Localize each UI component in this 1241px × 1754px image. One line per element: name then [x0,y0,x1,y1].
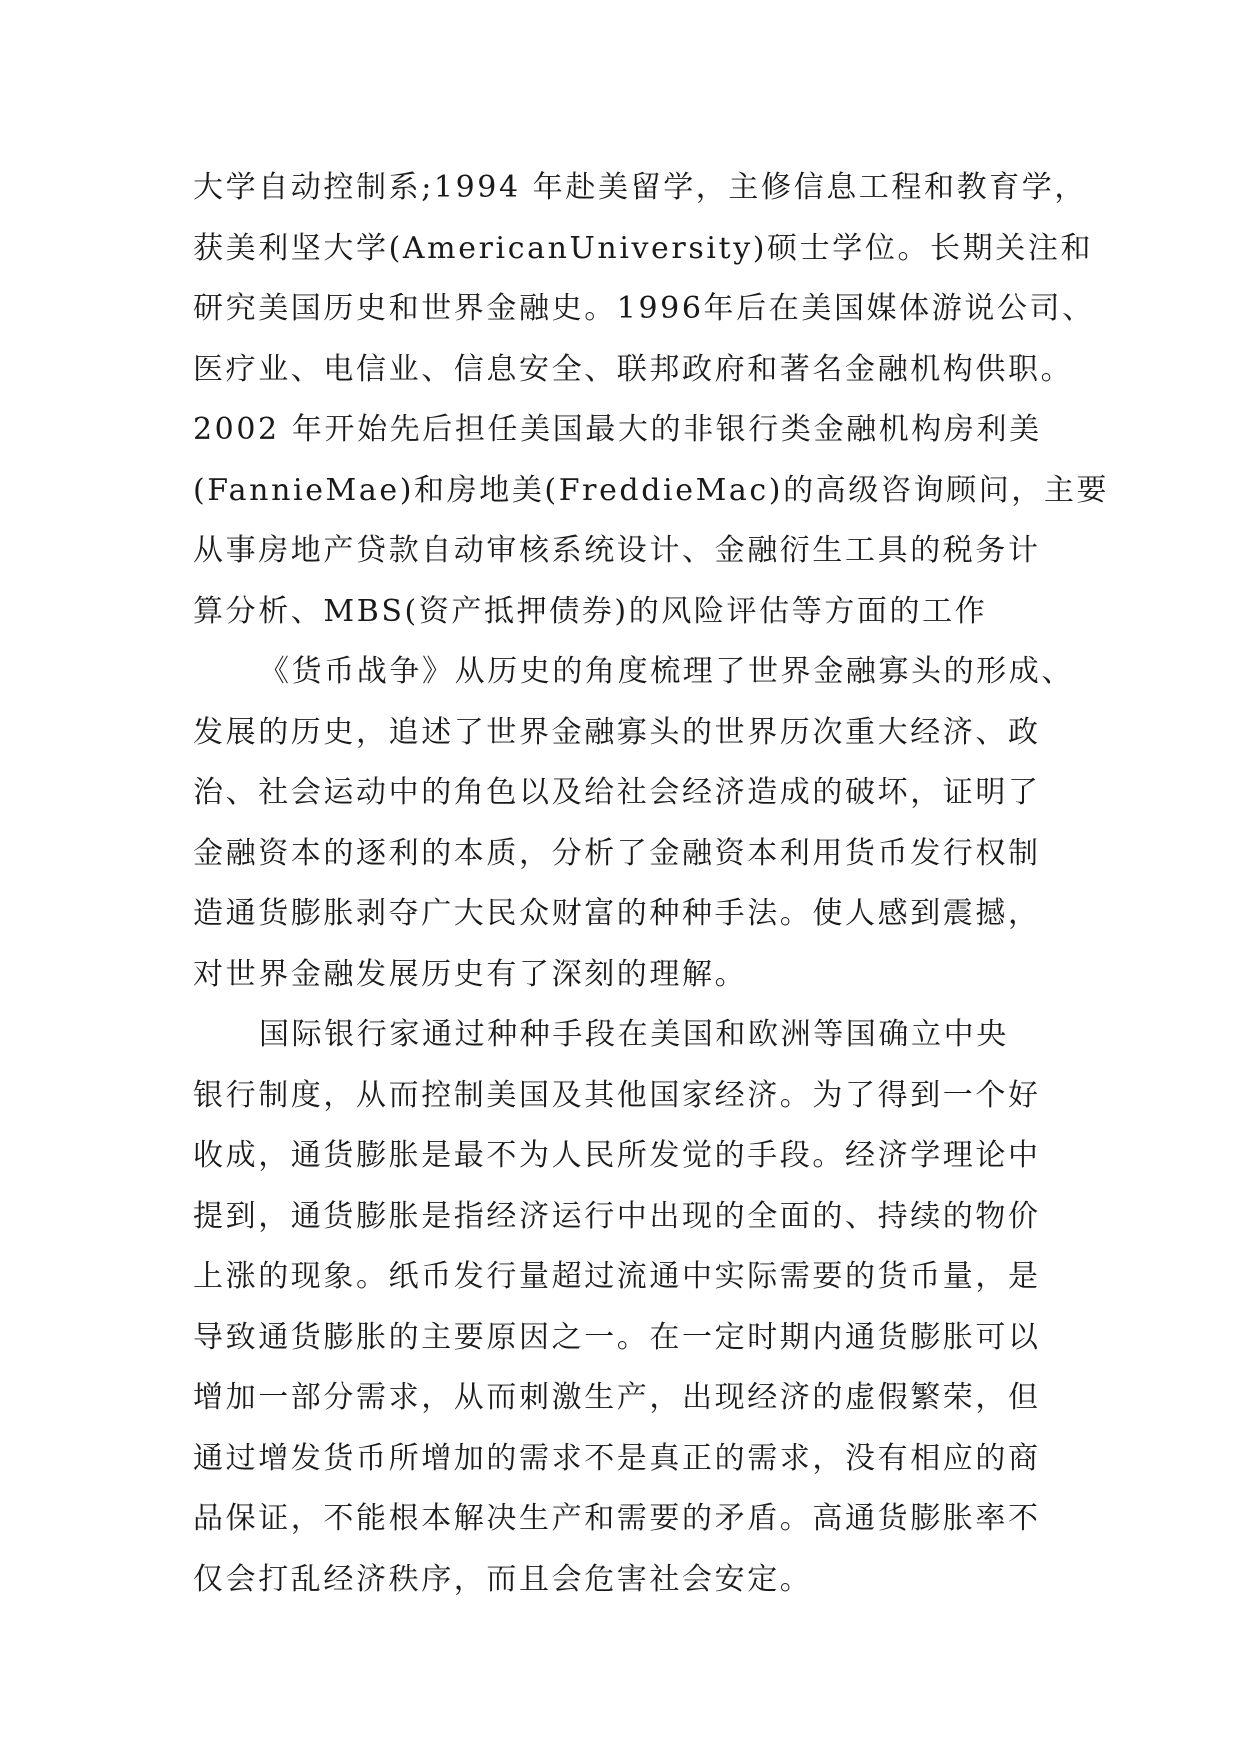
text-line: 2002 年开始先后担任美国最大的非银行类金融机构房利美 [193,412,1042,447]
text-line: 品保证，不能根本解决生产和需要的矛盾。高通货膨胀率不 [193,1501,1041,1536]
text-line: 算分析、MBS(资产抵押债券)的风险评估等方面的工作 [193,593,988,629]
body-text [193,158,1110,1610]
text-line: 医疗业、电信业、信息安全、联邦政府和著名金融机构供职。 [193,351,1074,387]
text-line: 收成，通货膨胀是最不为人民所发觉的手段。经济学理论中 [193,1138,1041,1173]
text-line: 国际银行家通过种种手段在美国和欧洲等国确立中央 [259,1017,1009,1052]
text-line: 《货币战争》从历史的角度梳理了世界金融寡头的形成、 [259,654,1074,689]
text-line: 导致通货膨胀的主要原因之一。在一定时期内通货膨胀可以 [193,1319,1041,1355]
paragraph-inflation [193,1005,1093,1610]
text-line: 金融资本的逐利的本质，分析了金融资本利用货币发行权制 [193,835,1041,871]
text-line: 研究美国历史和世界金融史。1996年后在美国媒体游说公司、 [193,291,1095,326]
text-line: (FannieMae)和房地美(FreddieMac)的高级咨询顾问，主要 [193,472,1110,508]
text-line: 从事房地产贷款自动审核系统设计、金融衍生工具的税务计 [193,533,1041,568]
paragraph-author-bio [193,158,1110,642]
text-line: 银行制度，从而控制美国及其他国家经济。为了得到一个好 [193,1077,1041,1113]
text-line: 获美利坚大学(AmericanUniversity)硕士学位。长期关注和 [193,230,1094,266]
text-line: 增加一部分需求，从而刺激生产，出现经济的虚假繁荣，但 [193,1380,1041,1415]
paragraph-book-summary [193,642,1093,1005]
text-line: 对世界金融发展历史有了深刻的理解。 [193,956,748,992]
text-line: 仅会打乱经济秩序，而且会危害社会安定。 [193,1561,813,1597]
text-line: 通过增发货币所增加的需求不是真正的需求，没有相应的商 [193,1440,1041,1476]
text-line: 大学自动控制系;1994 年赴美留学，主修信息工程和教育学， [193,170,1087,205]
text-line: 治、社会运动中的角色以及给社会经济造成的破坏，证明了 [193,775,1041,810]
text-line: 提到，通货膨胀是指经济运行中出现的全面的、持续的物价 [193,1198,1041,1234]
text-line: 上涨的现象。纸币发行量超过流通中实际需要的货币量，是 [193,1259,1041,1294]
text-line: 造通货膨胀剥夺广大民众财富的种种手法。使人感到震撼， [193,896,1041,931]
text-line: 发展的历史，追述了世界金融寡头的世界历次重大经济、政 [193,714,1041,750]
